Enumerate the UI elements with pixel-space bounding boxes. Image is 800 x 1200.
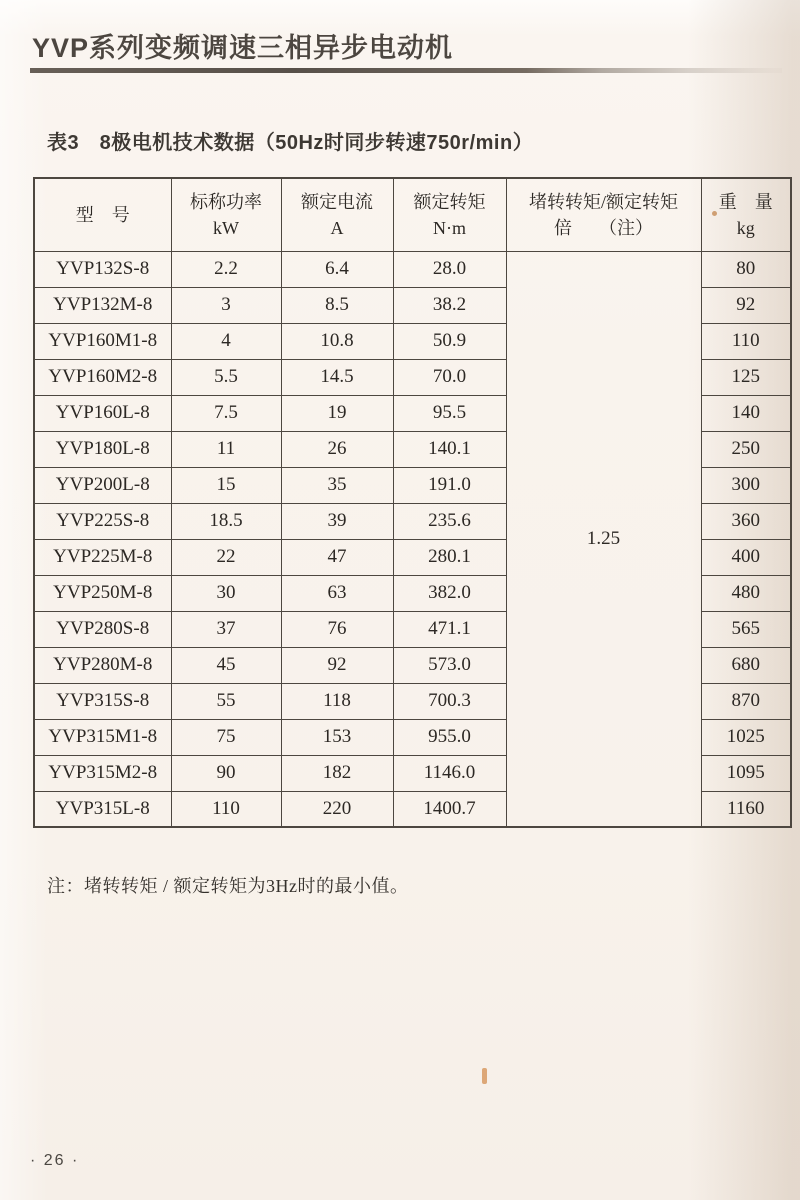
torque-cell: 573.0 [393,647,506,683]
torque-cell: 700.3 [393,683,506,719]
current-cell: 35 [281,467,393,503]
scan-artifact-dot [712,211,717,216]
table-header-row [34,178,791,251]
current-cell: 153 [281,719,393,755]
model-cell: YVP200L-8 [34,467,171,503]
document-header-title: YVP系列变频调速三相异步电动机 [32,33,454,63]
weight-cell: 125 [701,359,791,395]
torque-cell: 471.1 [393,611,506,647]
model-cell: YVP315L-8 [34,791,171,827]
title-underline-rule [30,68,782,73]
model-cell: YVP315M2-8 [34,755,171,791]
header-model [34,178,171,251]
power-cell: 45 [171,647,281,683]
power-cell: 22 [171,539,281,575]
header-power-unit: kW [213,217,239,238]
header-torque-unit: N·m [433,217,466,238]
header-ratio-label: 堵转转矩/额定转矩 [528,191,678,212]
weight-cell: 250 [701,431,791,467]
header-power [171,178,281,251]
model-cell: YVP160M1-8 [34,323,171,359]
current-cell: 19 [281,395,393,431]
ratio-merged-cell: 1.25 [506,251,701,827]
model-cell: YVP315S-8 [34,683,171,719]
weight-cell: 480 [701,575,791,611]
current-cell: 63 [281,575,393,611]
header-current-label: 额定电流 [301,191,373,212]
current-cell: 14.5 [281,359,393,395]
power-cell: 110 [171,791,281,827]
torque-cell: 70.0 [393,359,506,395]
weight-cell: 870 [701,683,791,719]
header-torque-label: 额定转矩 [413,191,486,212]
power-cell: 5.5 [171,359,281,395]
weight-cell: 565 [701,611,791,647]
power-cell: 15 [171,467,281,503]
weight-cell: 300 [701,467,791,503]
torque-cell: 382.0 [393,575,506,611]
torque-cell: 1400.7 [393,791,506,827]
torque-cell: 955.0 [393,719,506,755]
current-cell: 47 [281,539,393,575]
model-cell: YVP280M-8 [34,647,171,683]
power-cell: 11 [171,431,281,467]
header-weight-unit: kg [736,217,755,238]
model-cell: YVP315M1-8 [34,719,171,755]
weight-cell: 92 [701,287,791,323]
header-power-label: 标称功率 [190,191,262,212]
torque-cell: 1146.0 [393,755,506,791]
model-cell: YVP280S-8 [34,611,171,647]
model-cell: YVP160L-8 [34,395,171,431]
torque-cell: 191.0 [393,467,506,503]
scan-artifact-mark [482,1068,487,1084]
current-cell: 220 [281,791,393,827]
current-cell: 118 [281,683,393,719]
power-cell: 2.2 [171,251,281,287]
header-torque [393,178,506,251]
weight-cell: 110 [701,323,791,359]
header-current [281,178,393,251]
torque-cell: 38.2 [393,287,506,323]
current-cell: 182 [281,755,393,791]
header-model-label: 型 号 [75,204,130,225]
current-cell: 76 [281,611,393,647]
torque-cell: 235.6 [393,503,506,539]
header-ratio-unit: 倍 （注） [554,217,653,238]
header-current-unit: A [330,217,344,238]
motor-spec-table [33,177,792,828]
weight-cell: 400 [701,539,791,575]
header-ratio [506,178,701,251]
weight-cell: 680 [701,647,791,683]
model-cell: YVP132S-8 [34,251,171,287]
torque-cell: 95.5 [393,395,506,431]
current-cell: 26 [281,431,393,467]
power-cell: 3 [171,287,281,323]
current-cell: 6.4 [281,251,393,287]
torque-cell: 280.1 [393,539,506,575]
torque-cell: 50.9 [393,323,506,359]
table-caption: 表3 8极电机技术数据（50Hz时同步转速750r/min） [47,132,534,154]
power-cell: 90 [171,755,281,791]
current-cell: 92 [281,647,393,683]
weight-cell: 140 [701,395,791,431]
table-note: 注：堵转转矩 / 额定转矩为3Hz时的最小值。 [47,876,409,896]
model-cell: YVP160M2-8 [34,359,171,395]
current-cell: 8.5 [281,287,393,323]
power-cell: 30 [171,575,281,611]
current-cell: 39 [281,503,393,539]
weight-cell: 1025 [701,719,791,755]
model-cell: YVP225M-8 [34,539,171,575]
weight-cell: 360 [701,503,791,539]
torque-cell: 28.0 [393,251,506,287]
torque-cell: 140.1 [393,431,506,467]
model-cell: YVP250M-8 [34,575,171,611]
model-cell: YVP225S-8 [34,503,171,539]
power-cell: 55 [171,683,281,719]
header-weight-label: 重 量 [718,191,773,212]
weight-cell: 80 [701,251,791,287]
page-number: · 26 · [30,1152,80,1169]
weight-cell: 1095 [701,755,791,791]
power-cell: 18.5 [171,503,281,539]
model-cell: YVP180L-8 [34,431,171,467]
power-cell: 75 [171,719,281,755]
model-cell: YVP132M-8 [34,287,171,323]
power-cell: 7.5 [171,395,281,431]
table-row [34,251,791,287]
power-cell: 37 [171,611,281,647]
power-cell: 4 [171,323,281,359]
weight-cell: 1160 [701,791,791,827]
current-cell: 10.8 [281,323,393,359]
